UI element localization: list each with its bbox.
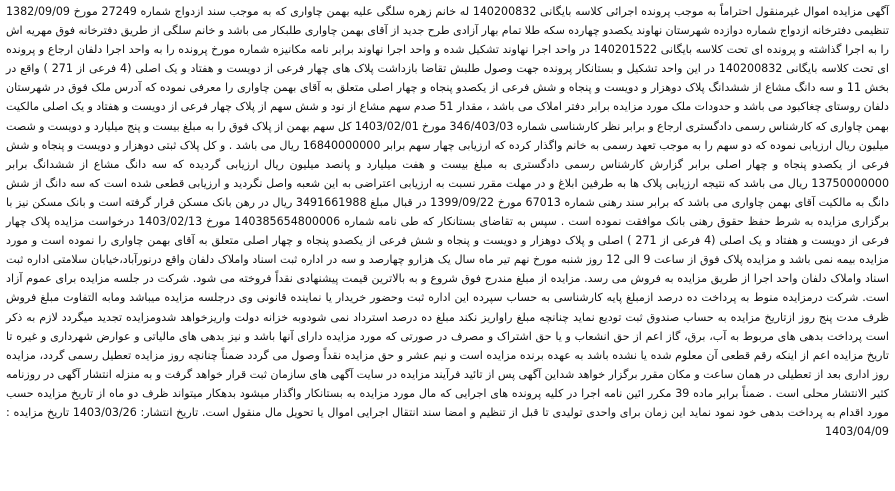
auction-notice-text: آگهی مزایده اموال غیرمنقول احتراماً به موجب پرونده اجرائی کلاسه بایگانی 140200832 له خانم زهره سلگی علیه بهمن چاواری که به موجب سند ازدواج شماره 27249 مورخ 1382/09/09 تنظیمی دفترخانه ازدواج شماره دوازده شهرستان نهاوند یکصدو چهارده سکه طلا تمام بهار آزادی طرح جدید از آقای بهمن چاواری طلبکار می باشد و خانم سلگی از طریق دفترخانه فوق مهریه اش را به اجرا گذاشته و پرونده ای تحت کلاسه بایگانی 140201522 در واحد اجرا نهاوند تشکیل شده و واحد اجرا نهاوند برابر نامه مکانیزه شماره مورخ پرونده را به واحد اجرا دلفان ارجاع و پرونده ای تحت کلاسه بایگانی 140200832 در این واحد تشکیل و بستانکار پرونده جهت وصول طلبش تقاضا بازداشت پلاک های چهار فرعی از دویست و هفتاد و یک اصلی (4 فرعی از 271 ) واقع در بخش 11 و سه دانگ مشاع از ششدانگ پلاک دوهزار و دویست و پنجاه و شش فرعی از یکصدو پنجاه و چهار اصلی متعلق به آقای بهمن چاواری را معرفی نموده که آدرس ملک فوق در شهرستان دلفان روستای چغاکبود می باشد و حدودات ملک مورد مزایده برابر دفتر املاک می باشد ، مقدار 51 صدم سهم مشاع از نود و شش سهم از پلاک چهار فرعی از دویست و هفتاد و یک اصلی مالکیت بهمن چاواری که کارشناس رسمی دادگستری ارجاع و برابر نظر کارشناسی شماره 346/403/03 مورخ 1403/02/01 کل سهم بهمن از پلاک فوق را به مبلغ بیست و پنج میلیارد و دویست و شصت میلیون ریال ارزیابی نموده که دو سهم را به موجب تعهد رسمی به خانم واگذار کرده که ارزیابی چهار سهم برابر 16840000000 ریال می باشد . و کل پلاک ثبتی دوهزار و دویست و پنجاه و شش فرعی از یکصدو پنجاه و چهار اصلی برابر گزارش کارشناس رسمی دادگستری به مبلغ بیست و هفت میلیارد و پانصد میلیون ریال ارزیابی گردیده که سه دانگ مشاع از ششدانگ برابر 13750000000 ریال می باشد که نتیجه ارزیابی پلاک ها به طرفین ابلاغ و در مهلت مقرر نسبت به ارزیابی اعتراضی به این شعبه واصل نگردید و ارزیابی قطعی شده است که سه دانگ از شش دانگ به مالکیت آقای بهمن چاواری می باشد که برابر سند رهنی شماره 67013 مورخ 1399/09/22 در قبال مبلغ 3491661988 ریال در رهن بانک مسکن قرار گرفته است و بانک مسکن نیز با برگزاری مزایده به شرط حفظ حقوق رهنی بانک موافقت نموده است . سپس به تقاضای بستانکار که طی نامه شماره 140385654800006 مورخ 1403/02/13 درخواست مزایده پلاک چهار فرعی از دویست و هفتاد و یک اصلی (4 فرعی از 271 ) اصلی و پلاک دوهزار و دویست و پنجاه و شش فرعی از یکصدو پنجاه و چهار اصلی متعلق به آقای بهمن چاواری را نموده است و مورد مزایده بیمه نمی باشد و مزایده پلاک فوق از ساعت 9 الی 12 روز شنبه مورخ نهم تیر ماه سال یک هزارو چهارصد و سه در اداره ثبت اسناد واملاک دلفان واقع درنورآباد،خیابان سلامتی اداره ثبت اسناد واملاک دلفان واحد اجرا از طریق مزایده به فروش می رسد. مزایده از مبلغ مندرج فوق شروع و به بالاترین قیمت پیشنهادی نقداً فروخته می شود. شرکت در جلسه مزایده برای عموم آزاد است. شرکت درمزایده منوط به پرداخت ده درصد ازمبلغ پایه کارشناسی به حساب سپرده این اداره ثبت وحضور خریدار یا نماینده قانونی وی درجلسه مزایده میباشد وماﺑﻪ التفاوت مبلغ فروش ظرف مدت پنج روز ازتاریخ مزایده به حساب صندوق ثبت تودیع نماید چنانچه مبلغ راواریز نکند مبلغ ده درصد استرداد نمی شودوبه خزانه دولت واریزخواهد شدومزایده تجدید میگردد لازم به ذکر است پرداخت بدهی های مربوط به آب، برق، گاز اعم از حق انشعاب و یا حق اشتراک و مصرف در صورتی که مورد مزایده دارای آنها باشد و نیز بدهی های مالیاتی و عوارض شهرداری و غیره تا تاریخ مزایده اعم از اینکه رقم قطعی آن معلوم شده یا نشده باشد به عهده برنده مزایده است و نیم عشر و حق مزایده نقداً وصول می گردد ضمناً چنانچه روز مزایده تعطیل رسمی گردد، مزایده روز اداری بعد از تعطیلی در همان ساعت و مکان مقرر برگزار خواهد شداین آگهی پس از تائید فرآیند مزایده در سایت آگهی های سازمان ثبت قرار خواهد گرفت و به منزله انتشار آگهی در روزنامه کثیر الانتشار محلی است . ضمناً برابر ماده 39 مکرر ائین نامه اجرا در کلیه پرونده های اجرایی که مال مورد مزایده به بستانکار واگذار میشود بدهکار میتواند ظرف دو ماه از تاریخ مزایده حسب مورد اقدام به پرداخت بدهی خود نمود نماید این زمان برای واحدی تولیدی تا قبل از تنظیم و امضا سند انتقال اجرایی اموال یا تحویل مال منقول است. تاریخ انتشار: 1403/03/26 تاریخ مزایده : 1403/04/09 (6, 5, 890, 439)
